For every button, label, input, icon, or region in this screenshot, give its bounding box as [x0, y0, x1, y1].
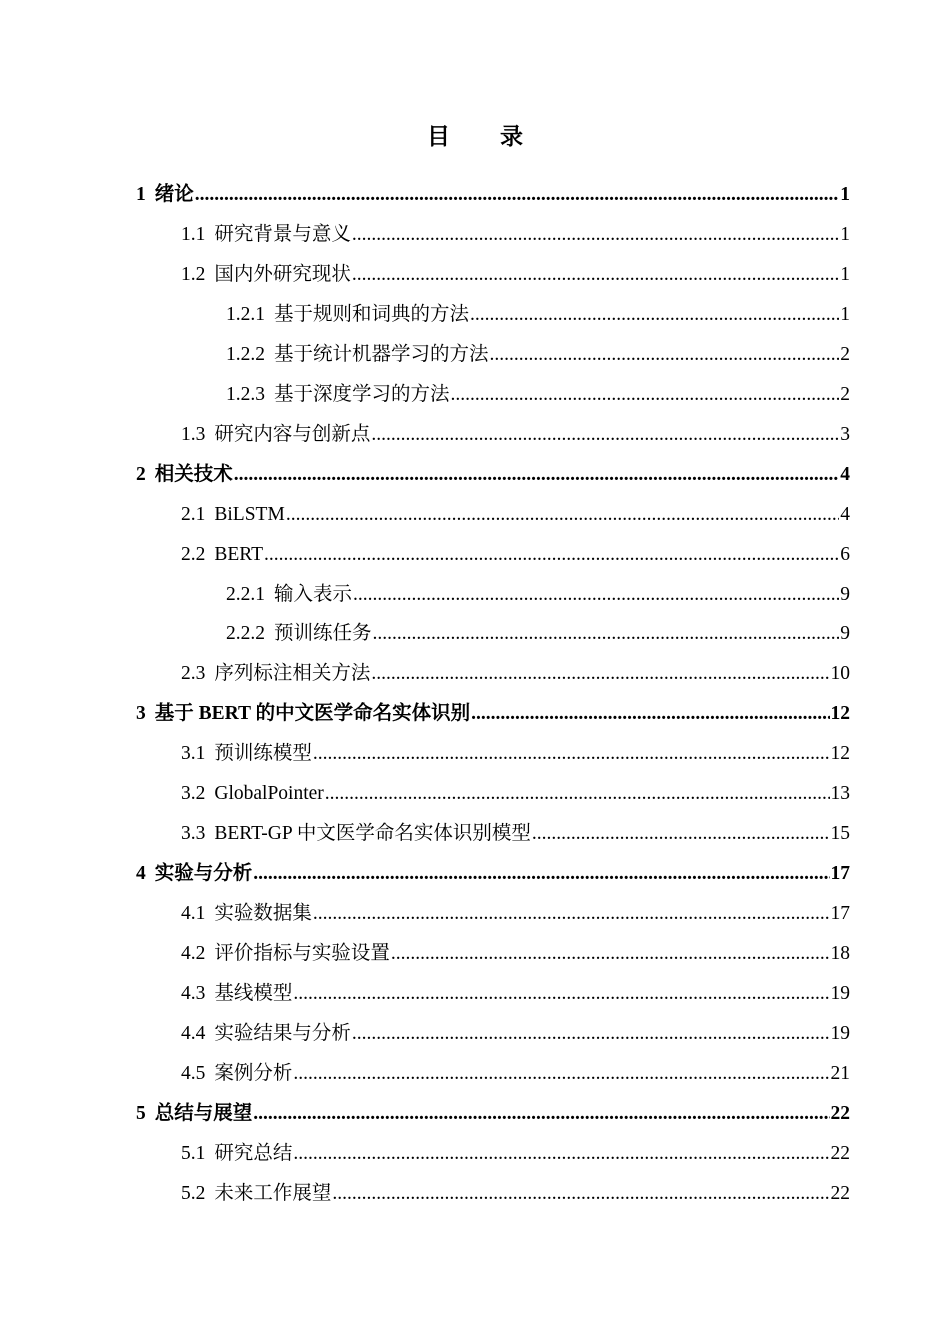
toc-entry-level-2[interactable]	[181, 1019, 850, 1049]
toc-entry-title: 实验与分析	[154, 863, 253, 885]
toc-entry-title: 未来工作展望	[214, 1182, 332, 1204]
toc-entry-level-2[interactable]	[181, 1179, 850, 1209]
toc-entry-number: 1.1	[181, 223, 206, 245]
toc-entry-number: 3.3	[181, 823, 206, 845]
toc-entry-level-1[interactable]	[136, 859, 850, 889]
toc-dot-leader	[391, 939, 830, 969]
toc-dot-leader	[490, 340, 840, 370]
toc-entry-page-number: 19	[830, 1022, 850, 1044]
toc-dot-leader	[352, 260, 839, 290]
toc-entry-title: 输入表示	[274, 583, 353, 605]
toc-dot-leader	[293, 1139, 829, 1169]
toc-entry-title: 案例分析	[214, 1062, 293, 1084]
toc-dot-leader	[234, 460, 839, 490]
toc-entry-title: 研究总结	[214, 1142, 293, 1164]
toc-entry-number: 4.1	[181, 903, 206, 925]
toc-dot-leader	[264, 540, 839, 570]
toc-entry-number: 4.5	[181, 1062, 206, 1084]
toc-dot-leader	[471, 699, 829, 729]
toc-entry-number: 2.2.1	[226, 583, 265, 605]
toc-entry-level-2[interactable]	[181, 1139, 850, 1169]
toc-entry-page-number: 18	[830, 943, 850, 965]
toc-title-char-1: 目	[427, 124, 450, 149]
toc-entry-title: 相关技术	[154, 463, 233, 485]
toc-entry-page-number: 12	[830, 743, 850, 765]
toc-entry-level-1[interactable]	[136, 180, 850, 210]
toc-entry-number: 4	[136, 863, 146, 885]
toc-dot-leader	[286, 500, 839, 530]
toc-dot-leader	[470, 300, 839, 330]
toc-entry-level-2[interactable]	[181, 979, 850, 1009]
toc-entry-page-number: 1	[840, 303, 850, 325]
toc-entry-level-2[interactable]	[181, 659, 850, 689]
toc-entry-title: 研究内容与创新点	[214, 423, 371, 445]
toc-entry-title: 实验结果与分析	[214, 1022, 351, 1044]
toc-entry-page-number: 1	[840, 223, 850, 245]
toc-entry-title: 基于 BERT 的中文医学命名实体识别	[154, 703, 471, 725]
toc-entry-title: BiLSTM	[214, 503, 285, 525]
toc-entry-number: 3.1	[181, 743, 206, 765]
toc-dot-leader	[371, 420, 839, 450]
toc-dot-leader	[352, 220, 839, 250]
toc-entry-title: 预训练模型	[214, 743, 312, 765]
toc-entry-title: BERT	[214, 543, 264, 565]
toc-dot-leader	[451, 380, 840, 410]
toc-entry-page-number: 13	[830, 783, 850, 805]
toc-dot-leader	[353, 580, 839, 610]
toc-dot-leader	[373, 619, 840, 649]
toc-entry-page-number: 17	[830, 903, 850, 925]
toc-entry-number: 3.2	[181, 783, 206, 805]
toc-entry-page-number: 19	[830, 983, 850, 1004]
toc-dot-leader	[195, 180, 839, 210]
toc-dot-leader	[352, 1019, 830, 1049]
toc-entry-level-1[interactable]	[136, 699, 850, 729]
toc-entry-title: 基于统计机器学习的方法	[274, 343, 489, 365]
toc-entry-page-number: 10	[830, 663, 850, 685]
toc-entry-level-3[interactable]	[226, 340, 850, 370]
toc-entry-page-number: 4	[840, 503, 850, 525]
toc-entry-level-2[interactable]	[181, 1059, 850, 1089]
toc-dot-leader	[253, 1099, 829, 1129]
toc-entry-level-2[interactable]	[181, 739, 850, 769]
toc-entry-number: 1.2	[181, 263, 206, 285]
toc-entry-level-1[interactable]	[136, 1099, 850, 1129]
toc-entry-title: 评价指标与实验设置	[214, 943, 390, 965]
toc-dot-leader	[293, 979, 829, 1009]
toc-entry-number: 5.2	[181, 1182, 206, 1204]
toc-entry-level-2[interactable]	[181, 819, 850, 849]
toc-entry-page-number: 22	[830, 1182, 850, 1204]
toc-entry-level-2[interactable]	[181, 220, 850, 250]
toc-dot-leader	[313, 739, 830, 769]
toc-entry-page-number: 12	[830, 703, 850, 725]
toc-entry-number: 2.2	[181, 543, 206, 565]
toc-entry-page-number: 1	[840, 184, 850, 205]
toc-entry-number: 1.2.2	[226, 343, 265, 365]
toc-entry-level-3[interactable]	[226, 580, 850, 610]
toc-entry-level-2[interactable]	[181, 899, 850, 929]
toc-title	[0, 118, 950, 151]
toc-entry-level-2[interactable]	[181, 779, 850, 809]
toc-title-char-2: 录	[500, 124, 523, 149]
toc-entry-page-number: 1	[840, 263, 850, 285]
toc-entry-page-number: 17	[830, 863, 850, 885]
toc-entry-title: 基于规则和词典的方法	[274, 303, 470, 325]
toc-entry-page-number: 22	[830, 1102, 850, 1124]
toc-entry-number: 2.2.2	[226, 623, 265, 645]
toc-entry-page-number: 22	[830, 1142, 850, 1164]
toc-entry-level-2[interactable]	[181, 540, 850, 570]
toc-entry-title: 总结与展望	[154, 1102, 253, 1124]
toc-entry-level-2[interactable]	[181, 939, 850, 969]
toc-dot-leader	[371, 659, 829, 689]
toc-entry-number: 3	[136, 703, 146, 725]
toc-entry-number: 5	[136, 1102, 146, 1124]
toc-entry-page-number: 9	[840, 583, 850, 605]
toc-entry-level-3[interactable]	[226, 380, 850, 410]
toc-entry-title: 绪论	[154, 184, 194, 205]
toc-entry-page-number: 9	[840, 623, 850, 645]
toc-entry-title: 基线模型	[214, 983, 293, 1004]
toc-entry-level-2[interactable]	[181, 260, 850, 290]
toc-dot-leader	[332, 1179, 829, 1209]
toc-entry-page-number: 6	[840, 543, 850, 565]
toc-dot-leader	[532, 819, 830, 849]
toc-entry-page-number: 15	[830, 823, 850, 845]
toc-entry-number: 1.3	[181, 423, 206, 445]
toc-dot-leader	[253, 859, 829, 889]
toc-dot-leader	[293, 1059, 829, 1089]
toc-entry-level-2[interactable]	[181, 420, 850, 450]
toc-dot-leader	[313, 899, 830, 929]
toc-entry-title: 国内外研究现状	[214, 263, 351, 285]
toc-entry-page-number: 2	[840, 383, 850, 405]
toc-entry-title: 预训练任务	[274, 623, 372, 645]
toc-entry-number: 5.1	[181, 1142, 206, 1164]
toc-entry-number: 2.3	[181, 663, 206, 685]
toc-entry-number: 4.3	[181, 983, 206, 1004]
toc-entry-title: 序列标注相关方法	[214, 663, 371, 685]
toc-entry-level-2[interactable]	[181, 500, 850, 530]
toc-entry-title: GlobalPointer	[214, 783, 324, 805]
toc-entry-title: 实验数据集	[214, 903, 312, 925]
toc-entry-title: BERT-GP 中文医学命名实体识别模型	[214, 823, 531, 845]
toc-entry-page-number: 3	[840, 423, 850, 445]
toc-entry-number: 1.2.1	[226, 303, 265, 325]
toc-entry-level-1[interactable]	[136, 460, 850, 490]
toc-entry-number: 2.1	[181, 503, 206, 525]
toc-entry-level-3[interactable]	[226, 619, 850, 649]
toc-entry-page-number: 2	[840, 343, 850, 365]
toc-entry-title: 研究背景与意义	[214, 223, 351, 245]
toc-entry-number: 1.2.3	[226, 383, 265, 405]
toc-entry-page-number: 21	[830, 1062, 850, 1084]
toc-entry-number: 2	[136, 463, 146, 485]
toc-entry-number: 1	[136, 184, 146, 205]
toc-entry-number: 4.4	[181, 1022, 206, 1044]
toc-entry-title: 基于深度学习的方法	[274, 383, 450, 405]
toc-entry-level-3[interactable]	[226, 300, 850, 330]
toc-dot-leader	[325, 779, 830, 809]
toc-entry-page-number: 4	[840, 463, 850, 485]
toc-entry-number: 4.2	[181, 943, 206, 965]
